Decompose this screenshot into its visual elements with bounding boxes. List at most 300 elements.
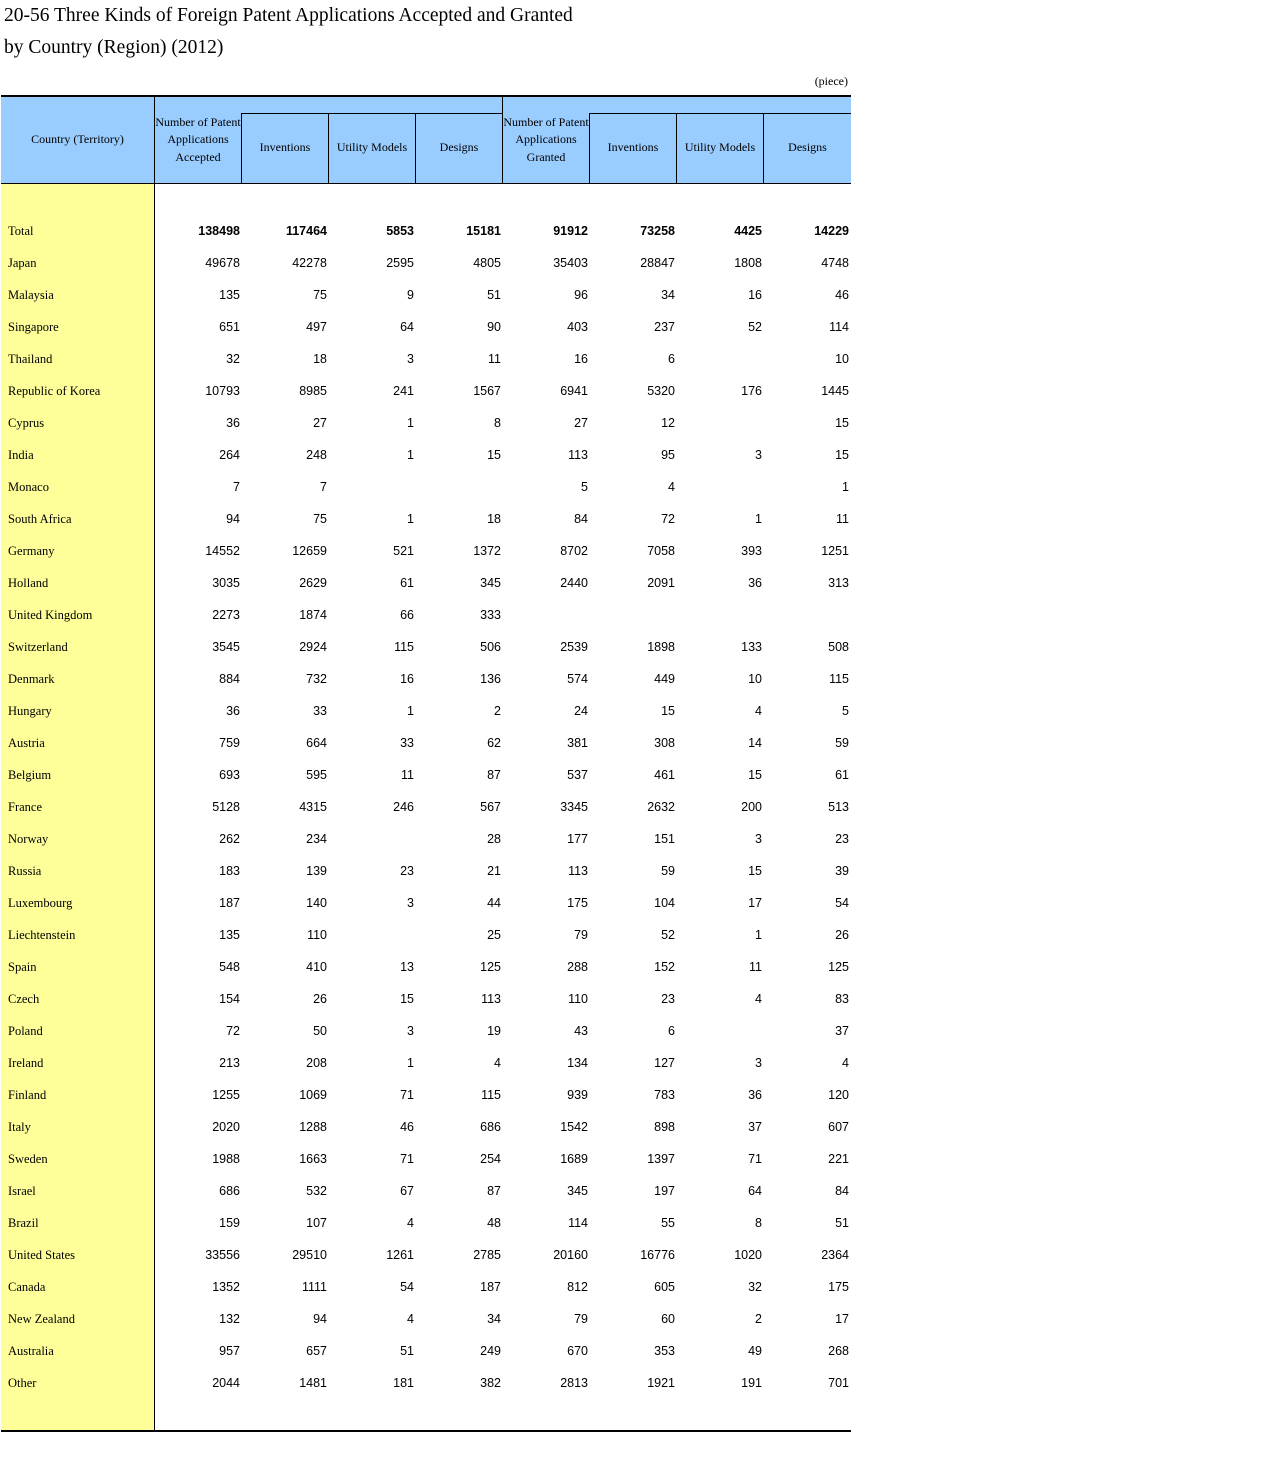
table-row (0, 1047, 852, 1079)
cell-granted-total: 84 (574, 512, 588, 526)
table-row (0, 631, 852, 663)
cell-accepted-designs: 506 (480, 640, 501, 654)
cell-granted-utility-models: 37 (748, 1120, 762, 1134)
cell-accepted-inventions: 248 (306, 448, 327, 462)
table-row (0, 567, 852, 599)
cell-granted-total: 35403 (553, 256, 588, 270)
cell-accepted-total: 159 (219, 1216, 240, 1230)
table-row (0, 887, 852, 919)
cell-granted-designs: 115 (829, 672, 849, 686)
cell-accepted-inventions: 1663 (299, 1152, 327, 1166)
cell-granted-inventions: 104 (654, 896, 675, 910)
cell-accepted-utility-models: 3 (407, 352, 414, 366)
cell-granted-utility-models: 52 (748, 320, 762, 334)
cell-granted-designs: 17 (835, 1312, 849, 1326)
cell-granted-designs: 10 (835, 352, 849, 366)
cell-accepted-utility-models: 71 (400, 1088, 414, 1102)
cell-accepted-total: 138498 (198, 224, 240, 238)
cell-accepted-total: 183 (219, 864, 240, 878)
country-name: Cyprus (8, 416, 45, 430)
cell-granted-designs: 54 (835, 896, 849, 910)
cell-accepted-utility-models: 3 (407, 896, 414, 910)
cell-accepted-inventions: 732 (306, 672, 327, 686)
country-name: Denmark (8, 672, 55, 686)
header-granted-total: Number of Patent Applications Granted (503, 114, 589, 164)
cell-accepted-utility-models: 71 (400, 1152, 414, 1166)
cell-accepted-designs: 44 (487, 896, 501, 910)
cell-granted-designs: 313 (828, 576, 849, 590)
cell-granted-designs: 61 (835, 768, 849, 782)
cell-accepted-total: 135 (219, 288, 240, 302)
cell-granted-inventions: 34 (661, 288, 675, 302)
cell-accepted-utility-models: 1 (407, 704, 414, 718)
country-name: Germany (8, 544, 55, 558)
table-row (0, 1015, 852, 1047)
cell-granted-utility-models: 36 (748, 576, 762, 590)
country-name: Monaco (8, 480, 49, 494)
cell-granted-inventions: 308 (654, 736, 675, 750)
cell-granted-total: 1689 (560, 1152, 588, 1166)
table-row (0, 1271, 852, 1303)
cell-granted-total: 2539 (560, 640, 588, 654)
table-row (0, 503, 852, 535)
cell-granted-designs: 1 (842, 480, 849, 494)
cell-accepted-total: 3545 (212, 640, 240, 654)
header-granted-inventions: Inventions (607, 140, 659, 155)
country-name: Austria (8, 736, 45, 750)
cell-granted-designs: 39 (835, 864, 849, 878)
cell-granted-total: 24 (574, 704, 588, 718)
cell-accepted-total: 10793 (205, 384, 240, 398)
country-name: New Zealand (8, 1312, 75, 1326)
cell-accepted-inventions: 8985 (299, 384, 327, 398)
table-row (0, 1335, 852, 1367)
cell-granted-designs: 268 (828, 1344, 849, 1358)
cell-accepted-inventions: 2924 (299, 640, 327, 654)
cell-accepted-utility-models: 2595 (386, 256, 414, 270)
cell-accepted-designs: 136 (480, 672, 501, 686)
cell-accepted-designs: 345 (480, 576, 501, 590)
cell-accepted-utility-models: 16 (400, 672, 414, 686)
cell-granted-utility-models: 16 (748, 288, 762, 302)
cell-accepted-utility-models: 5853 (386, 224, 414, 238)
cell-granted-total: 20160 (553, 1248, 588, 1262)
cell-accepted-designs: 87 (487, 768, 501, 782)
cell-accepted-total: 759 (219, 736, 240, 750)
country-name: Holland (8, 576, 49, 590)
cell-granted-inventions: 4 (668, 480, 675, 494)
table-row (0, 983, 852, 1015)
cell-accepted-total: 1255 (212, 1088, 240, 1102)
cell-granted-total: 114 (568, 1216, 588, 1230)
country-name: Czech (8, 992, 40, 1006)
cell-accepted-designs: 21 (487, 864, 501, 878)
cell-granted-total: 812 (567, 1280, 588, 1294)
cell-accepted-inventions: 33 (313, 704, 327, 718)
cell-accepted-designs: 90 (487, 320, 501, 334)
table-row (0, 1239, 852, 1271)
cell-accepted-utility-models: 1 (407, 1056, 414, 1070)
cell-accepted-utility-models: 46 (400, 1120, 414, 1134)
cell-granted-utility-models: 393 (741, 544, 762, 558)
cell-granted-utility-models: 64 (748, 1184, 762, 1198)
country-name: Canada (8, 1280, 46, 1294)
cell-granted-total: 403 (567, 320, 588, 334)
cell-accepted-designs: 1372 (473, 544, 501, 558)
cell-accepted-total: 213 (219, 1056, 240, 1070)
cell-granted-utility-models: 71 (748, 1152, 762, 1166)
table-header (1, 97, 851, 183)
country-name: Singapore (8, 320, 59, 334)
cell-granted-total: 110 (568, 992, 588, 1006)
cell-accepted-utility-models: 13 (400, 960, 414, 974)
header-granted-utility-models: Utility Models (684, 140, 756, 155)
cell-granted-utility-models: 3 (755, 832, 762, 846)
cell-accepted-utility-models: 246 (393, 800, 414, 814)
cell-accepted-designs: 87 (487, 1184, 501, 1198)
cell-granted-designs: 221 (828, 1152, 849, 1166)
cell-accepted-total: 32 (226, 352, 240, 366)
cell-granted-inventions: 197 (654, 1184, 675, 1198)
cell-accepted-utility-models: 241 (393, 384, 414, 398)
cell-accepted-total: 1352 (212, 1280, 240, 1294)
table-row (0, 855, 852, 887)
cell-granted-total: 43 (574, 1024, 588, 1038)
country-name: France (8, 800, 43, 814)
cell-granted-designs: 59 (835, 736, 849, 750)
cell-granted-utility-models: 49 (748, 1344, 762, 1358)
cell-accepted-total: 884 (219, 672, 240, 686)
cell-granted-designs: 1445 (821, 384, 849, 398)
cell-accepted-utility-models: 1261 (386, 1248, 414, 1262)
cell-granted-total: 177 (567, 832, 588, 846)
cell-granted-inventions: 1397 (647, 1152, 675, 1166)
cell-accepted-utility-models: 11 (401, 768, 414, 782)
cell-granted-utility-models: 36 (748, 1088, 762, 1102)
header-country: Country (Territory) (31, 132, 124, 147)
cell-granted-inventions: 55 (661, 1216, 675, 1230)
cell-granted-designs: 4 (842, 1056, 849, 1070)
country-name: Republic of Korea (8, 384, 101, 398)
header-accepted-designs: Designs (439, 140, 479, 155)
country-name: Total (8, 224, 34, 238)
cell-accepted-designs: 18 (487, 512, 501, 526)
cell-granted-utility-models (682, 1015, 762, 1047)
cell-accepted-total: 1988 (212, 1152, 240, 1166)
cell-granted-designs: 26 (835, 928, 849, 942)
cell-granted-inventions: 605 (654, 1280, 675, 1294)
cell-accepted-total: 548 (219, 960, 240, 974)
cell-accepted-inventions: 208 (306, 1056, 327, 1070)
cell-granted-designs: 15 (835, 448, 849, 462)
cell-granted-designs: 125 (828, 960, 849, 974)
cell-accepted-inventions: 94 (313, 1312, 327, 1326)
cell-accepted-designs: 2785 (473, 1248, 501, 1262)
cell-accepted-designs: 4805 (473, 256, 501, 270)
cell-accepted-inventions: 1069 (299, 1088, 327, 1102)
cell-accepted-inventions: 4315 (299, 800, 327, 814)
cell-accepted-inventions: 532 (306, 1184, 327, 1198)
cell-granted-total: 288 (567, 960, 588, 974)
cell-accepted-inventions: 234 (306, 832, 327, 846)
cell-granted-inventions: 461 (654, 768, 675, 782)
cell-granted-designs: 15 (835, 416, 849, 430)
country-name: Russia (8, 864, 42, 878)
cell-accepted-total: 262 (219, 832, 240, 846)
cell-accepted-total: 7 (233, 480, 240, 494)
cell-accepted-utility-models (334, 919, 414, 951)
cell-accepted-total: 686 (219, 1184, 240, 1198)
cell-granted-designs: 2364 (821, 1248, 849, 1262)
cell-granted-inventions: 59 (661, 864, 675, 878)
cell-granted-utility-models: 4 (755, 704, 762, 718)
cell-accepted-utility-models: 1 (407, 416, 414, 430)
cell-granted-total: 537 (567, 768, 588, 782)
cell-granted-utility-models: 191 (741, 1376, 762, 1390)
cell-granted-utility-models: 3 (755, 448, 762, 462)
cell-accepted-designs: 382 (480, 1376, 501, 1390)
header-subgroup-rule (589, 113, 851, 114)
cell-granted-inventions: 237 (654, 320, 675, 334)
cell-accepted-designs: 51 (487, 288, 501, 302)
cell-granted-inventions (595, 599, 675, 631)
cell-accepted-total: 2273 (212, 608, 240, 622)
cell-granted-inventions: 1898 (647, 640, 675, 654)
cell-granted-designs: 513 (828, 800, 849, 814)
cell-accepted-inventions: 75 (313, 288, 327, 302)
cell-accepted-inventions: 26 (313, 992, 327, 1006)
table-row (0, 1143, 852, 1175)
cell-granted-inventions: 2632 (647, 800, 675, 814)
cell-accepted-inventions: 410 (306, 960, 327, 974)
cell-granted-inventions: 95 (661, 448, 675, 462)
cell-granted-total: 381 (567, 736, 588, 750)
cell-accepted-total: 94 (226, 512, 240, 526)
cell-accepted-designs: 15181 (466, 224, 501, 238)
cell-granted-utility-models: 14 (748, 736, 762, 750)
cell-granted-utility-models: 17 (748, 896, 762, 910)
cell-accepted-designs: 249 (480, 1344, 501, 1358)
cell-granted-utility-models: 32 (748, 1280, 762, 1294)
table-row (0, 695, 852, 727)
cell-granted-designs: 5 (842, 704, 849, 718)
cell-accepted-utility-models (334, 471, 414, 503)
cell-accepted-inventions: 117464 (285, 224, 327, 238)
cell-accepted-inventions: 497 (306, 320, 327, 334)
cell-granted-inventions: 52 (661, 928, 675, 942)
cell-granted-total: 27 (574, 416, 588, 430)
cell-accepted-utility-models: 33 (400, 736, 414, 750)
cell-accepted-inventions: 50 (313, 1024, 327, 1038)
cell-accepted-utility-models: 15 (400, 992, 414, 1006)
country-name: Poland (8, 1024, 43, 1038)
cell-granted-inventions: 28847 (640, 256, 675, 270)
cell-accepted-designs: 115 (481, 1088, 501, 1102)
cell-granted-designs (769, 599, 849, 631)
cell-accepted-utility-models: 1 (407, 448, 414, 462)
cell-accepted-total: 36 (226, 704, 240, 718)
cell-granted-total: 939 (567, 1088, 588, 1102)
cell-accepted-inventions: 1111 (301, 1280, 327, 1294)
cell-granted-inventions: 72 (661, 512, 675, 526)
cell-granted-total: 2813 (560, 1376, 588, 1390)
cell-accepted-total: 187 (219, 896, 240, 910)
cell-granted-designs: 4748 (821, 256, 849, 270)
cell-accepted-total: 33556 (205, 1248, 240, 1262)
cell-granted-inventions: 60 (661, 1312, 675, 1326)
cell-accepted-total: 72 (226, 1024, 240, 1038)
cell-accepted-designs: 8 (494, 416, 501, 430)
cell-granted-total: 8702 (560, 544, 588, 558)
country-name: Israel (8, 1184, 36, 1198)
cell-accepted-utility-models: 4 (407, 1312, 414, 1326)
cell-granted-utility-models: 4 (755, 992, 762, 1006)
cell-accepted-total: 693 (219, 768, 240, 782)
cell-granted-designs: 120 (828, 1088, 849, 1102)
cell-accepted-total: 957 (219, 1344, 240, 1358)
cell-accepted-designs: 28 (487, 832, 501, 846)
cell-accepted-designs: 333 (480, 608, 501, 622)
cell-granted-designs: 46 (835, 288, 849, 302)
cell-accepted-designs: 254 (480, 1152, 501, 1166)
country-name: Belgium (8, 768, 52, 782)
table-row (0, 535, 852, 567)
cell-granted-inventions: 898 (654, 1120, 675, 1134)
country-name: Ireland (8, 1056, 44, 1070)
cell-granted-designs: 701 (828, 1376, 849, 1390)
table-row (0, 1111, 852, 1143)
cell-granted-utility-models: 133 (741, 640, 762, 654)
table-row (0, 407, 852, 439)
country-name: Liechtenstein (8, 928, 76, 942)
cell-granted-utility-models: 15 (748, 768, 762, 782)
cell-granted-total: 5 (581, 480, 588, 494)
header-accepted-total: Number of Patent Applications Accepted (155, 114, 241, 164)
country-name: Spain (8, 960, 37, 974)
cell-accepted-utility-models: 1 (407, 512, 414, 526)
cell-granted-designs: 84 (835, 1184, 849, 1198)
cell-accepted-inventions: 12659 (292, 544, 327, 558)
cell-granted-total: 79 (574, 1312, 588, 1326)
country-name: Malaysia (8, 288, 54, 302)
table-bottom-rule (1, 1430, 851, 1432)
cell-granted-total: 6941 (560, 384, 588, 398)
cell-granted-utility-models: 2 (755, 1312, 762, 1326)
table-row (0, 791, 852, 823)
cell-accepted-inventions: 1874 (299, 608, 327, 622)
header-accepted-inventions: Inventions (259, 140, 311, 155)
cell-granted-total: 16 (574, 352, 588, 366)
cell-granted-utility-models: 1 (755, 928, 762, 942)
table-row (0, 1207, 852, 1239)
cell-granted-total: 3345 (560, 800, 588, 814)
table-row (0, 247, 852, 279)
cell-granted-utility-models (682, 407, 762, 439)
table-row (0, 471, 852, 503)
cell-accepted-total: 5128 (212, 800, 240, 814)
cell-granted-total: 113 (568, 448, 588, 462)
cell-granted-inventions: 15 (661, 704, 675, 718)
country-name: South Africa (8, 512, 72, 526)
cell-accepted-total: 651 (219, 320, 240, 334)
cell-granted-inventions: 16776 (640, 1248, 675, 1262)
cell-granted-designs: 83 (835, 992, 849, 1006)
cell-accepted-inventions: 110 (307, 928, 327, 942)
cell-accepted-total: 154 (219, 992, 240, 1006)
country-name: Switzerland (8, 640, 68, 654)
cell-granted-inventions: 353 (654, 1344, 675, 1358)
cell-accepted-inventions: 42278 (292, 256, 327, 270)
country-name: Brazil (8, 1216, 39, 1230)
country-name: Thailand (8, 352, 53, 366)
cell-accepted-designs: 15 (487, 448, 501, 462)
cell-granted-total: 113 (568, 864, 588, 878)
cell-accepted-designs: 25 (487, 928, 501, 942)
cell-accepted-inventions: 75 (313, 512, 327, 526)
table-row (0, 439, 852, 471)
cell-accepted-inventions: 664 (306, 736, 327, 750)
cell-granted-total: 91912 (553, 224, 588, 238)
cell-accepted-utility-models: 67 (400, 1184, 414, 1198)
table-row (0, 823, 852, 855)
table-row (0, 311, 852, 343)
cell-accepted-utility-models: 181 (393, 1376, 414, 1390)
cell-accepted-total: 2020 (212, 1120, 240, 1134)
unit-label: (piece) (814, 74, 848, 88)
cell-granted-total: 2440 (560, 576, 588, 590)
cell-granted-utility-models: 10 (748, 672, 762, 686)
cell-granted-utility-models: 3 (755, 1056, 762, 1070)
cell-granted-designs: 11 (836, 512, 849, 526)
cell-granted-total: 670 (567, 1344, 588, 1358)
cell-granted-utility-models: 15 (748, 864, 762, 878)
cell-accepted-utility-models: 54 (400, 1280, 414, 1294)
cell-granted-designs: 607 (828, 1120, 849, 1134)
cell-accepted-total: 2044 (212, 1376, 240, 1390)
cell-accepted-total: 135 (219, 928, 240, 942)
cell-accepted-designs: 113 (481, 992, 501, 1006)
country-name: Japan (8, 256, 37, 270)
country-name: Finland (8, 1088, 47, 1102)
cell-accepted-designs: 4 (494, 1056, 501, 1070)
cell-granted-total (508, 599, 588, 631)
cell-granted-utility-models: 1020 (734, 1248, 762, 1262)
country-name: Hungary (8, 704, 52, 718)
cell-accepted-designs: 48 (487, 1216, 501, 1230)
cell-granted-total: 79 (574, 928, 588, 942)
cell-granted-utility-models: 176 (741, 384, 762, 398)
table-row (0, 343, 852, 375)
cell-granted-inventions: 152 (654, 960, 675, 974)
cell-accepted-inventions: 7 (320, 480, 327, 494)
cell-accepted-designs (421, 471, 501, 503)
country-name: Italy (8, 1120, 31, 1134)
cell-accepted-utility-models: 51 (400, 1344, 414, 1358)
table-row (0, 1303, 852, 1335)
cell-accepted-utility-models: 23 (400, 864, 414, 878)
table-row (0, 919, 852, 951)
cell-granted-total: 175 (567, 896, 588, 910)
cell-accepted-total: 49678 (205, 256, 240, 270)
cell-accepted-total: 14552 (205, 544, 240, 558)
table-title-line-2: by Country (Region) (2012) (4, 37, 224, 58)
cell-granted-total: 345 (567, 1184, 588, 1198)
cell-accepted-inventions: 1481 (299, 1376, 327, 1390)
cell-granted-inventions: 5320 (647, 384, 675, 398)
cell-granted-inventions: 73258 (640, 224, 675, 238)
header-granted-designs: Designs (788, 140, 827, 155)
cell-granted-designs: 51 (835, 1216, 849, 1230)
